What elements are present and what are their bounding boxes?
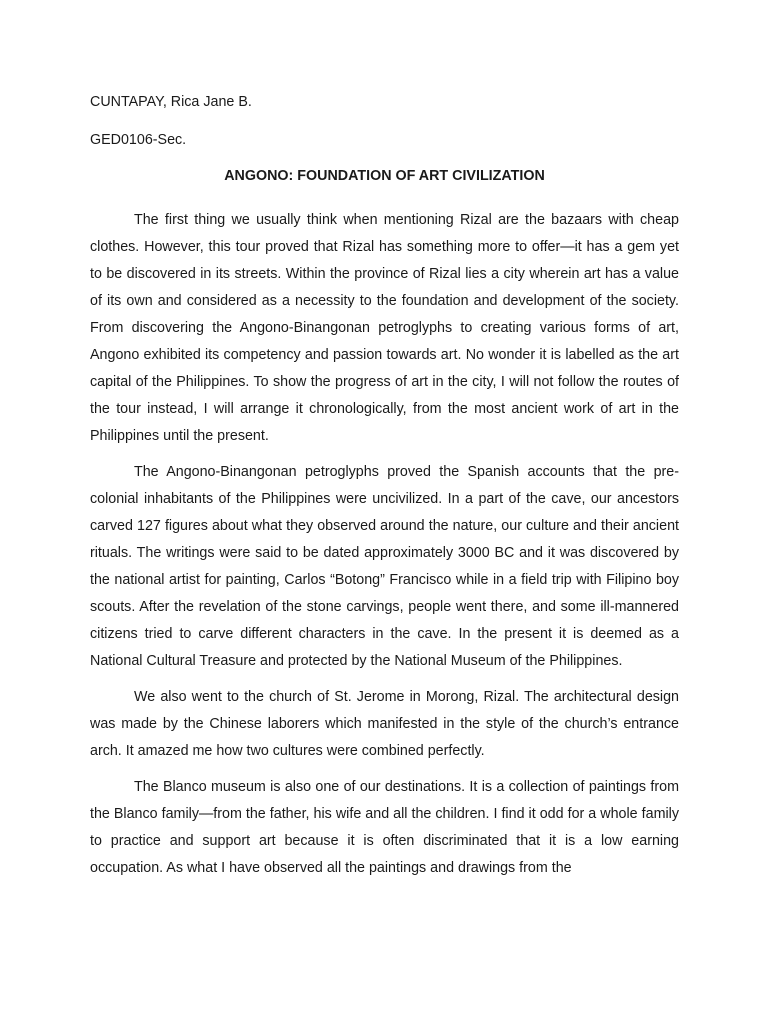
paragraph-1: The first thing we usually think when mentioning Rizal are the bazaars with cheap clothes. However, this tour proved that Rizal has something more to offer—it has a gem yet to be discovered in its streets. Within the province of Rizal lies a city wherein art has a value of its own and considered as a necessity to the foundation and development of the society. From discovering the Angono-Binangonan petroglyphs to creating various forms of art, Angono exhibited its competency and passion towards art. No wonder it is labelled as the art capital of the Philippines. To show the progress of art in the city, I will not follow the routes of the tour instead, I will arrange it chronologically, from the most ancient work of art in the Philippines until the present. xyxy=(90,212,679,444)
paragraph-3: We also went to the church of St. Jerome in Morong, Rizal. The architectural design was made by the Chinese laborers which manifested in the style of the church’s entrance arch. It amazed me how two cultures were combined perfectly. xyxy=(90,689,679,759)
essay-title: ANGONO: FOUNDATION OF ART CIVILIZATION xyxy=(224,168,545,184)
paragraph-2: The Angono-Binangonan petroglyphs proved the Spanish accounts that the pre-colonial inhabitants of the Philippines were uncivilized. In a part of the cave, our ancestors carved 127 figures about what they observed around the nature, our culture and their ancient rituals. The writings were said to be dated approximately 3000 BC and it was discovered by the national artist for painting, Carlos “Botong” Francisco while in a field trip with Filipino boy scouts. After the revelation of the stone carvings, people went there, and some ill-mannered citizens tried to carve different characters in the cave. In the present it is deemed as a National Cultural Treasure and protected by the National Museum of the Philippines. xyxy=(90,464,679,669)
course-section: GED0106-Sec. xyxy=(90,132,187,148)
paragraph-4: The Blanco museum is also one of our destinations. It is a collection of paintings from the Blanco family—from the father, his wife and all the children. I find it odd for a whole family to practice and support art because it is often discriminated that it is a low earning occupation. As what I have observed all the paintings and drawings from the xyxy=(90,779,679,876)
essay-body xyxy=(90,207,679,882)
author-name: CUNTAPAY, Rica Jane B. xyxy=(90,94,252,110)
